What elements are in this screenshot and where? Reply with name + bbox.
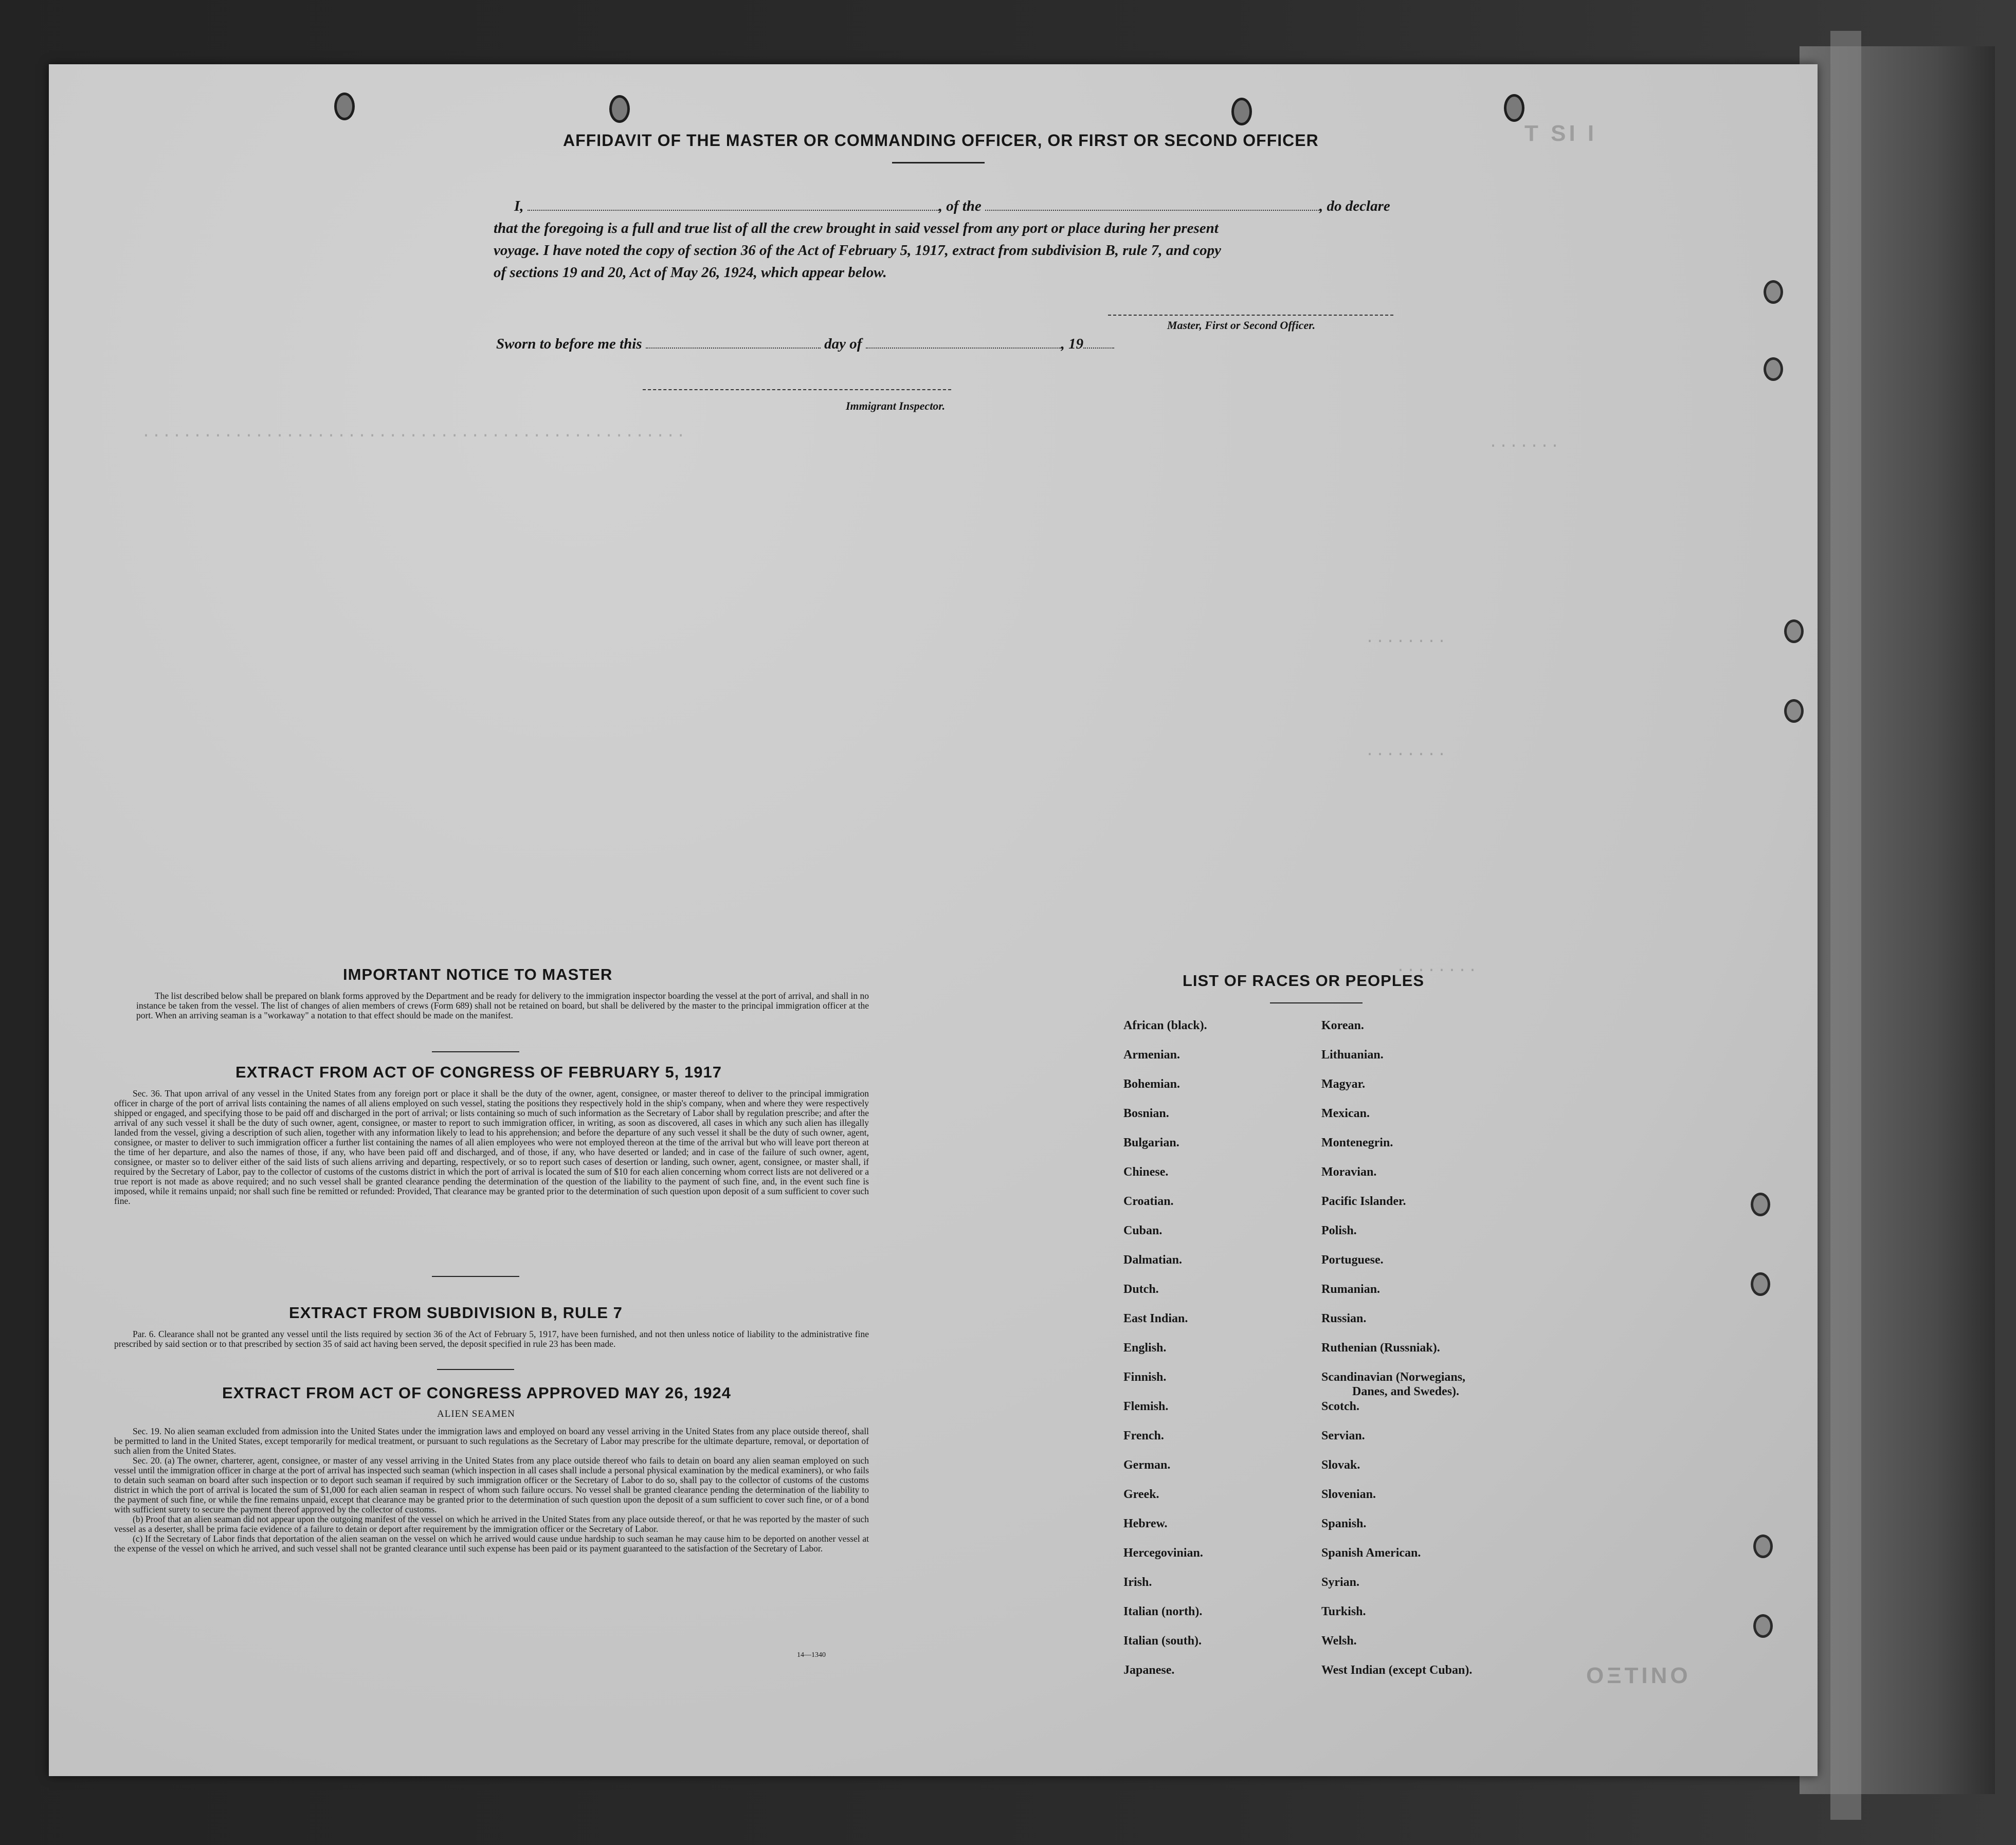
bleed-through-mark: ..................................................... (141, 424, 687, 442)
sworn-day-field[interactable] (646, 348, 821, 349)
name-field[interactable] (528, 210, 939, 211)
race-item: Japanese. (1123, 1664, 1175, 1677)
underlying-sheet (1800, 46, 1995, 1794)
section-20b-paragraph: (b) Proof that an alien seaman did not appear upon the outgoing manifest of the vessel on which he arrived in the United States from any place outside thereof, or that he was reported by the master of such vessel as a deserter, shall be prima facie evidence of a failure to detain or deport after requirement by the immigration officer or the Secretary of Labor. (114, 1514, 869, 1534)
race-item: Moravian. (1321, 1165, 1377, 1179)
race-item: West Indian (except Cuban). (1321, 1664, 1473, 1677)
sworn-line (496, 333, 1432, 355)
extract-1917-title: EXTRACT FROM ACT OF CONGRESS OF FEBRUARY 5, 1917 (235, 1063, 722, 1081)
punch-hole-icon (1504, 94, 1524, 122)
punch-hole-icon (1231, 98, 1252, 125)
section-20c-paragraph: (c) If the Secretary of Labor finds that deportation of the alien seaman on the vessel on which he arrived would cause undue hardship to such seaman he may cause him to be deported on another vessel at the expense of the vessel on which he arrived, and such vessel shall not be granted clearance until such expense has been paid or its payment guaranteed to the satisfaction of the Secretary of Labor. (114, 1533, 869, 1554)
race-item: Bosnian. (1123, 1107, 1169, 1120)
affidavit-title: AFFIDAVIT OF THE MASTER OR COMMANDING OFFICER, OR FIRST OR SECOND OFFICER (563, 131, 1319, 150)
race-item: Irish. (1123, 1576, 1152, 1589)
race-item: French. (1123, 1429, 1164, 1442)
extract-rule7-title: EXTRACT FROM SUBDIVISION B, RULE 7 (289, 1304, 623, 1322)
race-item: Dutch. (1123, 1283, 1159, 1296)
race-item: Croatian. (1123, 1195, 1174, 1208)
master-signature-line[interactable] (1108, 315, 1393, 316)
race-item: Syrian. (1321, 1576, 1360, 1589)
race-item: Scandinavian (Norwegians, (1321, 1371, 1466, 1384)
sworn-month-field[interactable] (866, 348, 1061, 349)
title-rule (892, 162, 985, 163)
extract-1924-body (114, 1427, 869, 1554)
race-item: Portuguese. (1321, 1253, 1384, 1267)
do-declare-label: , do declare (1319, 198, 1390, 214)
punch-hole-icon (1753, 1614, 1773, 1638)
inspector-signature-line[interactable] (643, 389, 951, 390)
race-item: Scotch. (1321, 1400, 1359, 1413)
race-item: Armenian. (1123, 1048, 1180, 1062)
race-item: Danes, and Swedes). (1352, 1385, 1460, 1398)
paragraph-6: Par. 6. Clearance shall not be granted any vessel until the lists required by section 36 of the Act of February 5, 1917, have been furnished, and not then unless notice of liability to the administrative fine prescribed by said section or to that prescribed by section 35 of said act having been served, the deposit specified in rule 23 has been made. (114, 1329, 869, 1349)
race-item: Servian. (1321, 1429, 1365, 1442)
race-item: Welsh. (1321, 1634, 1357, 1648)
race-item: Hebrew. (1123, 1517, 1168, 1530)
race-item: Bulgarian. (1123, 1136, 1179, 1149)
section-19-paragraph: Sec. 19. No alien seaman excluded from admission into the United States under the immigration laws and employed on board any vessel arriving in the United States from any place outside thereof, shall be permitted to land in the United States, except temporarily for medical treatment, or pursuant to such regulations as the Secretary of Labor may prescribe for the ultimate departure, removal, or deportation of such alien from the United States. (114, 1426, 869, 1456)
race-item: Dalmatian. (1123, 1253, 1182, 1267)
inspector-signature-label: Immigrant Inspector. (846, 399, 946, 412)
race-item: Slovak. (1321, 1458, 1360, 1472)
extract-1924-title: EXTRACT FROM ACT OF CONGRESS APPROVED MAY 26, 1924 (222, 1384, 731, 1402)
races-right-column (1321, 1019, 1472, 1693)
race-item: Slovenian. (1321, 1488, 1376, 1501)
races-title: LIST OF RACES OR PEOPLES (1183, 972, 1425, 990)
master-signature-label: Master, First or Second Officer. (1167, 319, 1316, 332)
punch-hole-icon (609, 95, 630, 123)
race-item: English. (1123, 1341, 1167, 1355)
punch-hole-icon (1751, 1193, 1770, 1216)
race-item: Mexican. (1321, 1107, 1370, 1120)
race-item: Montenegrin. (1321, 1136, 1393, 1149)
of-the-label: , of the (938, 198, 982, 214)
race-item: Lithuanian. (1321, 1048, 1384, 1062)
race-item: African (black). (1123, 1019, 1207, 1032)
section-divider (437, 1369, 514, 1370)
bleed-through-mark: ....... (1488, 434, 1561, 452)
race-item: Italian (south). (1123, 1634, 1202, 1648)
alien-seamen-subtitle: ALIEN SEAMEN (437, 1409, 515, 1419)
race-item: Ruthenian (Russniak). (1321, 1341, 1440, 1355)
notice-paragraph: The list described below shall be prepared on blank forms approved by the Department and be ready for delivery to the immigration inspector boarding the vessel at the port of arrival, and shall in no instance be taken from the vessel. The list of changes of alien members of crews (Form 689) shall not be retained on board, but shall be delivered by the master to the principal immigration officer at the port. When an arriving seaman is a "workaway" a notation to that effect should be made on the manifest. (136, 991, 869, 1020)
extract-1917-body (114, 1089, 869, 1206)
section-divider (432, 1051, 519, 1052)
bleed-through-mark: Τ SΙ Ι (1524, 121, 1597, 146)
race-item: Greek. (1123, 1488, 1159, 1501)
bleed-through-mark: ........ (1396, 959, 1479, 976)
race-item: Russian. (1321, 1312, 1367, 1325)
declaration-line-4: of sections 19 and 20, Act of May 26, 1924, which appear below. (494, 264, 887, 281)
punch-hole-icon (1784, 699, 1804, 723)
bleed-through-mark: ΟΞΤΙΝΟ (1586, 1663, 1691, 1688)
year-label: , 19 (1061, 336, 1084, 352)
punch-hole-icon (1764, 280, 1783, 304)
race-item: Rumanian. (1321, 1283, 1381, 1296)
vessel-field[interactable] (985, 210, 1319, 211)
bleed-through-mark: ........ (1365, 743, 1448, 760)
race-item: Pacific Islander. (1321, 1195, 1406, 1208)
race-item: Finnish. (1123, 1371, 1167, 1384)
race-item: Turkish. (1321, 1605, 1366, 1618)
race-item: Korean. (1321, 1019, 1364, 1032)
sworn-label: Sworn to before me this (496, 336, 642, 352)
declaration-line-1 (494, 195, 1429, 217)
i-label: I, (514, 198, 524, 214)
notice-body (136, 991, 869, 1020)
declaration-line-2: that the foregoing is a full and true list of all the crew brought in said vessel from any port or place during her present (494, 220, 1219, 236)
day-of-label: day of (824, 336, 862, 352)
extract-rule7-body (114, 1329, 869, 1349)
race-item: Magyar. (1321, 1077, 1366, 1091)
race-item: Polish. (1321, 1224, 1357, 1237)
race-item: Cuban. (1123, 1224, 1163, 1237)
race-item: Flemish. (1123, 1400, 1169, 1413)
declaration-line-3: voyage. I have noted the copy of section 36 of the Act of February 5, 1917, extract from subdivision B, rule 7, and copy (494, 242, 1221, 259)
bleed-through-mark: ........ (1365, 630, 1448, 647)
race-item: Italian (north). (1123, 1605, 1203, 1618)
race-item: Chinese. (1123, 1165, 1169, 1179)
race-item: Spanish. (1321, 1517, 1367, 1530)
form-number: 14—1340 (797, 1651, 826, 1659)
notice-title: IMPORTANT NOTICE TO MASTER (343, 965, 613, 983)
races-left-column (1123, 1019, 1207, 1693)
section-36-paragraph: Sec. 36. That upon arrival of any vessel in the United States from any foreign port or place it shall be the duty of the owner, agent, consignee, or master thereof to deliver to the principal immigration officer in charge of the port of arrival lists containing the names of all aliens employed on such vessel, stating the positions they respectively hold in the ship's company, when and where they were respectively shipped or engaged, and specifying those to be paid off and discharged in the port of arrival; or lists containing so much of such information as the Secretary of Labor shall by regulation prescribe; and after the arrival of any such vessel it shall be the duty of such owner, agent, consignee, or master to report to such immigration officer, in writing, as soon as discovered, all cases in which any such alien has illegally landed from the vessel, giving a description of such alien, together with any information likely to lead to his apprehension; and before the departure of any such vessel it shall be the duty of such owner, agent, consignee, or master to deliver to such immigration officer a further list containing the names of all alien employees who were not employed thereon at the time of the arrival but who will leave port thereon at the time of her departure, and also the names of those, if any, who have been paid off and discharged, and of those, if any, who have deserted or landed; and in case of the failure of such owner, agent, consignee, or master so to deliver either of the said lists of such aliens arriving and departing, respectively, or so to report such cases of desertion or landing, such owner, agent, consignee, or master shall, if required by the Secretary of Labor, pay to the collector of customs of the customs district in which the port of arrival is located the sum of $10 for each alien concerning whom correct lists are not delivered or a true report is not made as above required; and no such vessel shall be granted clearance pending the determination of the question of the liability to the payment of such fine, and, in the event such fine is imposed, while it remains unpaid; nor shall such fine be remitted or refunded: Provided, That clearance may be granted prior to the determination of such question upon deposit of a sum sufficient to cover such fine. (114, 1088, 869, 1206)
race-item: Hercegovinian. (1123, 1546, 1203, 1560)
punch-hole-icon (334, 93, 355, 120)
affidavit-declaration (494, 195, 1429, 284)
punch-hole-icon (1784, 619, 1804, 643)
punch-hole-icon (1753, 1535, 1773, 1558)
race-item: Bohemian. (1123, 1077, 1180, 1091)
punch-hole-icon (1751, 1272, 1770, 1296)
race-item: East Indian. (1123, 1312, 1188, 1325)
race-item: Spanish American. (1321, 1546, 1421, 1560)
race-item: German. (1123, 1458, 1171, 1472)
sworn-year-field[interactable] (1083, 348, 1114, 349)
binder-edge (1830, 31, 1861, 1820)
section-divider (432, 1276, 519, 1277)
section-20a-paragraph: Sec. 20. (a) The owner, charterer, agent, consignee, or master of any vessel arriving in the United States from any place outside thereof who fails to detain on board any alien seaman employed on such vessel until the immigration officer in charge at the port of arrival has inspected such seaman (which inspection in all cases shall include a personal physical examination by the medical examiners), or who fails to detain such seaman on board after such inspection or to deport such seaman if required by such immigration officer or the Secretary of Labor to do so, shall pay to the collector of customs of the customs district in which the port of arrival is located the sum of $1,000 for each alien seaman in respect of whom such failure occurs. No vessel shall be granted clearance pending the determination of the liability to the payment of such fine, or while the fine remains unpaid, except that clearance may be granted prior to the determination of such question upon the deposit of a sum sufficient to cover such fine, or of a bond with sufficient surety to secure the payment thereof approved by the collector of customs. (114, 1455, 869, 1514)
races-title-rule (1270, 1002, 1363, 1003)
punch-hole-icon (1764, 357, 1783, 381)
